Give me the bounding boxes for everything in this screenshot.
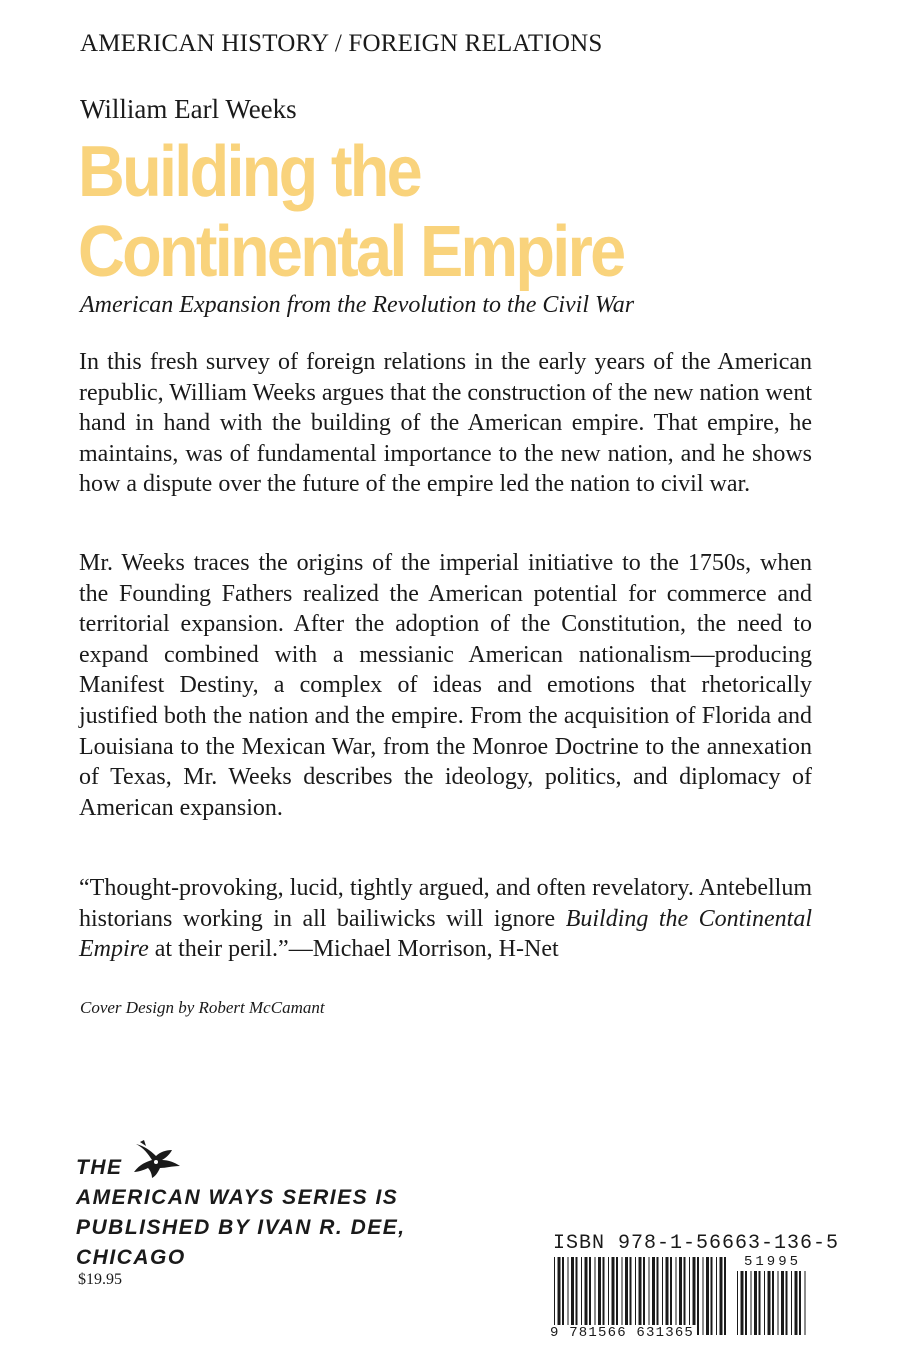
barcode-bar [662, 1257, 663, 1335]
description-paragraph-2: Mr. Weeks traces the origins of the imperial initiative to the 1750s, when the Founding Fathers realized the American potential for commerce and territorial expansion. After the adoption of the Constitution, the need to expand combined with a messianic American nationalism—producing Manifest Destiny, a complex of ideas and emotions that rhetorically justified both the nation and the empire. From the acquisition of Florida and Louisiana to the Mexican War, from the Monroe Doctrine to the annexation of Texas, Mr. Weeks describes the ideology, politics, and diplomacy of American expansion. [79, 550, 812, 821]
barcode-bar [737, 1271, 738, 1335]
barcode-bar [625, 1257, 628, 1335]
barcode-bar [781, 1271, 784, 1335]
barcode-bar [693, 1257, 696, 1335]
barcode-bar [684, 1257, 686, 1335]
price-label: $19.95 [78, 1271, 122, 1288]
barcode-bar [603, 1257, 605, 1335]
publisher-line-3: PUBLISHED BY IVAN R. DEE, [76, 1216, 406, 1239]
author-name: William Earl Weeks [80, 94, 297, 124]
barcode-bar [639, 1257, 642, 1335]
barcode-bar [649, 1257, 650, 1335]
barcode-bar [630, 1257, 632, 1335]
barcode-bar [724, 1257, 726, 1335]
barcode-bar [706, 1257, 709, 1335]
barcode-bar [703, 1257, 704, 1335]
barcode-bar [554, 1257, 555, 1335]
barcode-bar [778, 1271, 779, 1335]
barcode-bar [751, 1271, 752, 1335]
barcode-bar [689, 1257, 690, 1335]
quote-text-1: “Thought-provoking, lucid, tightly argued, and often revelatory. Antebellum historians working in all bailiwicks will ignore [79, 875, 812, 932]
barcode-bar [720, 1257, 723, 1335]
barcode-bar [711, 1257, 713, 1335]
barcode-bar [562, 1257, 564, 1335]
barcode-bar [741, 1271, 744, 1335]
publisher-line-1: THE [76, 1156, 123, 1179]
barcode-bar [568, 1257, 569, 1335]
barcode-bar [598, 1257, 601, 1335]
barcode-bar [581, 1257, 582, 1335]
barcode-bar [612, 1257, 615, 1335]
barcode-bar [622, 1257, 623, 1335]
barcode-bar [799, 1271, 801, 1335]
publisher-line-2: AMERICAN WAYS SERIES IS [76, 1186, 399, 1209]
barcode-digits: 9 781566 631365 [550, 1325, 695, 1341]
barcode-bar [670, 1257, 672, 1335]
book-title-line-2: Continental Empire [78, 212, 624, 292]
barcode-bar [643, 1257, 645, 1335]
barcode-bar [754, 1271, 757, 1335]
quote-text-2: at their peril.”—Michael Morrison, H-Net [148, 936, 559, 963]
barcode-bar [657, 1257, 659, 1335]
review-quote [79, 873, 812, 965]
barcode-bar [589, 1257, 591, 1335]
barcode-bar [585, 1257, 588, 1335]
barcode-bar [716, 1257, 717, 1335]
book-title [78, 132, 623, 292]
quote-book-title: Building the Continental Empire [79, 905, 812, 963]
barcode-bar [768, 1271, 771, 1335]
barcode-bar [608, 1257, 609, 1335]
barcode-bar [571, 1257, 574, 1335]
book-subtitle: American Expansion from the Revolution to the Civil War [80, 292, 635, 318]
barcode-bar [697, 1257, 699, 1335]
barcode-bar [635, 1257, 636, 1335]
barcode-bar [576, 1257, 578, 1335]
addon-barcode-digits: 51995 [744, 1254, 802, 1270]
barcode-bar [652, 1257, 655, 1335]
barcode-bar [772, 1271, 774, 1335]
barcode-bar [791, 1271, 792, 1335]
isbn-label: ISBN 978-1-56663-136-5 [553, 1232, 840, 1255]
barcode-bar [595, 1257, 596, 1335]
barcode-bar [616, 1257, 618, 1335]
publisher-imprint [76, 1153, 406, 1273]
barcode-bar [558, 1257, 561, 1335]
isbn-barcode [553, 1257, 728, 1335]
barcode-bar [764, 1271, 765, 1335]
category-heading: AMERICAN HISTORY / FOREIGN RELATIONS [80, 30, 603, 57]
barcode-bar [759, 1271, 761, 1335]
publisher-line-4: CHICAGO [76, 1246, 186, 1269]
barcode-bar [795, 1271, 798, 1335]
barcode-bar [679, 1257, 682, 1335]
barcode-bar [786, 1271, 788, 1335]
description-paragraph-1: In this fresh survey of foreign relations in the early years of the American republic, William Weeks argues that the construction of the new nation went hand in hand with the building of the American empire. That empire, he maintains, was of fundamental importance to the new nation, and he shows how a dispute over the future of the empire led the nation to civil war. [79, 349, 812, 498]
cover-design-credit: Cover Design by Robert McCamant [80, 998, 325, 1017]
barcode-bar [676, 1257, 677, 1335]
barcode-bar [666, 1257, 669, 1335]
barcode-bar [805, 1271, 806, 1335]
book-title-line-1: Building the [78, 132, 420, 212]
barcode-bar [745, 1271, 747, 1335]
